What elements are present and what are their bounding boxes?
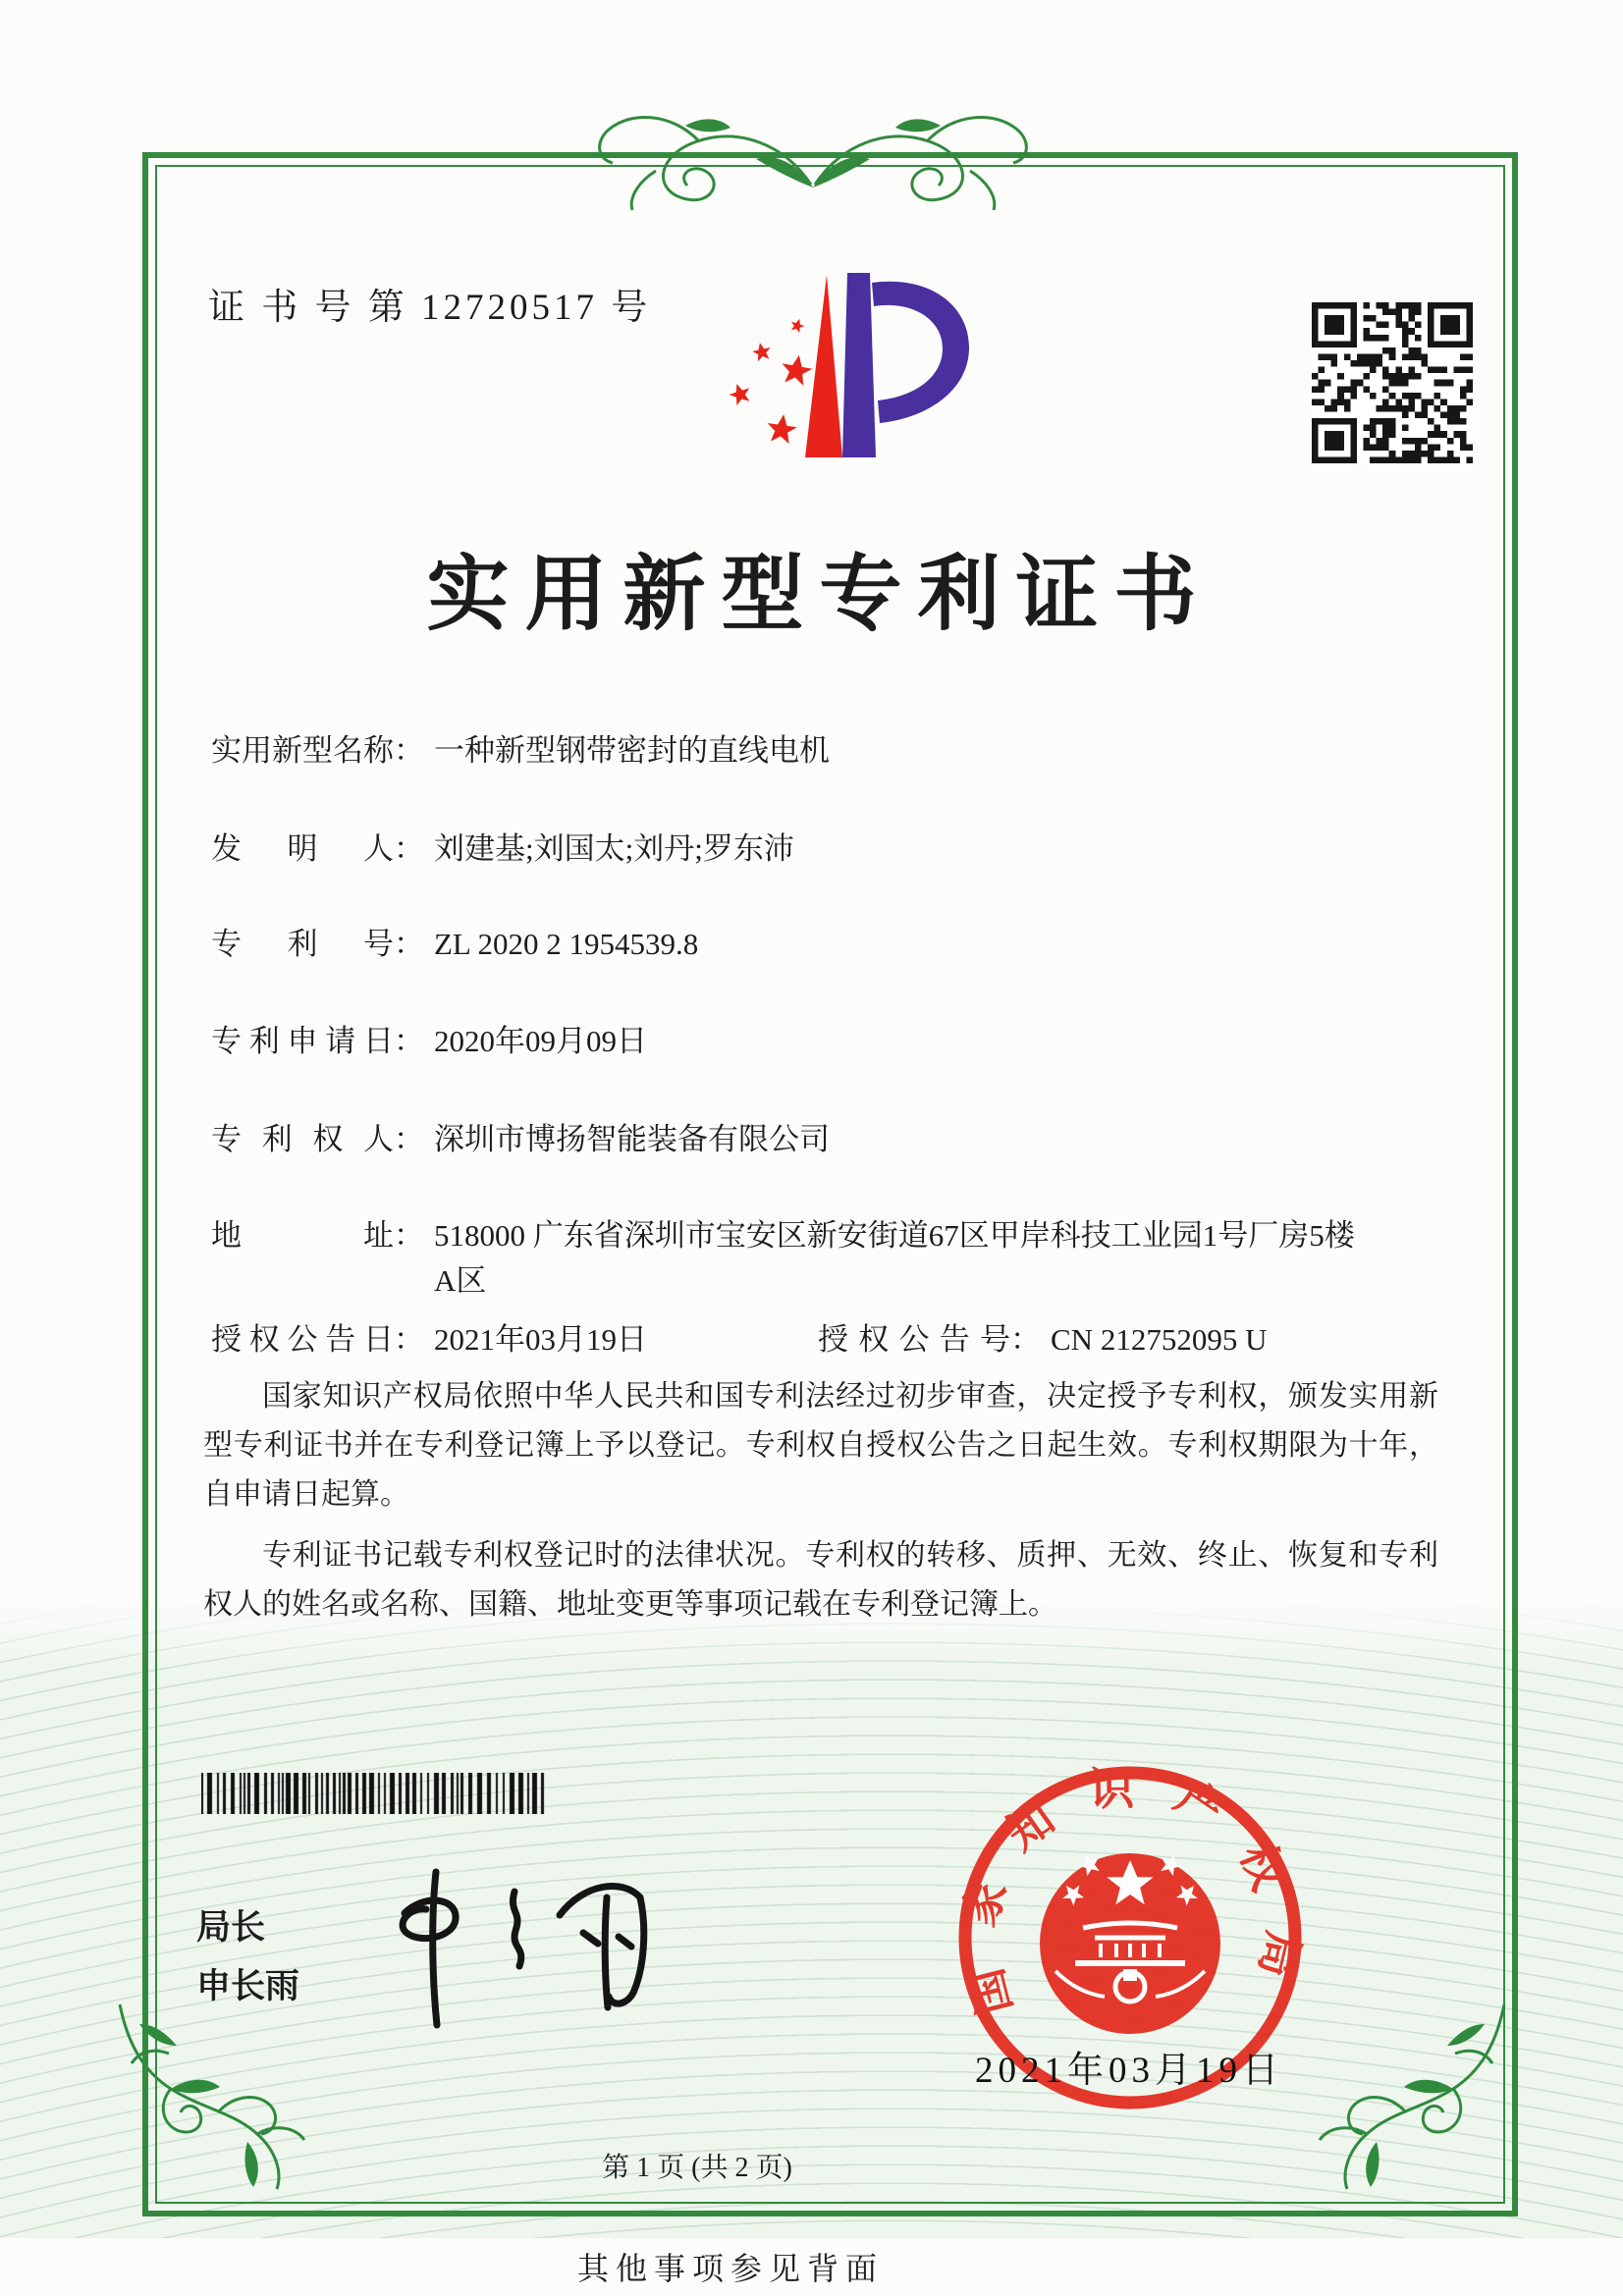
pagination: 第 1 页 (共 2 页) (602, 2153, 792, 2183)
field-label: 专利申请日 (211, 1024, 394, 1058)
field-value: ZL 2020 2 1954539.8 (434, 927, 699, 961)
logo-red-spike (805, 275, 842, 457)
legal-text (203, 1372, 1438, 1641)
field-value: 一种新型钢带密封的直线电机 (434, 733, 830, 768)
legal-paragraph-2: 专利证书记载专利权登记时的法律状况。专利权的转移、质押、无效、终止、恢复和专利权人的姓名或名称、国籍、地址变更等事项记载在专利登记簿上。 (203, 1539, 1438, 1621)
label-colon: ： (394, 1024, 424, 1058)
field-row-inventors (211, 827, 1434, 872)
seal-text: 国家知识产权局 (951, 1763, 1310, 2020)
label-colon: ： (394, 927, 424, 961)
field-row-patentee (211, 1117, 1434, 1162)
field-label: 实用新型名称 (211, 733, 394, 768)
field-value: 2021年03月19日 (434, 1322, 647, 1357)
field-label: 发明人 (211, 831, 394, 866)
signer-block (196, 1898, 299, 2016)
national-emblem-icon (1040, 1850, 1220, 2034)
field-value: CN 212752095 U (1051, 1322, 1268, 1357)
field-label: 专利权人 (211, 1122, 394, 1156)
field-label: 授权公告日 (211, 1322, 394, 1357)
signer-name: 申长雨 (196, 1967, 300, 2005)
field-row-filing-date (211, 1019, 1434, 1064)
cnipa-logo-icon (677, 224, 972, 469)
field-value: 518000 广东省深圳市宝安区新安街道67区甲岸科技工业园1号厂房5楼A区 (434, 1218, 1355, 1298)
label-colon: ： (1010, 1322, 1041, 1357)
legal-paragraph-1: 国家知识产权局依照中华人民共和国专利法经过初步审查，决定授予专利权，颁发实用新型专利证书并在专利登记簿上予以登记。专利权自授权公告之日起生效。专利权期限为十年，自申请日起算。 (203, 1380, 1438, 1511)
barcode (201, 1773, 547, 1819)
field-grant-number (818, 1317, 1267, 1362)
back-note: 其他事项参见背面 (577, 2251, 885, 2286)
label-colon: ： (394, 1218, 424, 1253)
field-row-patent-number (211, 922, 1434, 967)
field-value: 刘建基;刘国太;刘丹;罗东沛 (434, 831, 794, 866)
field-label: 地址 (211, 1218, 394, 1253)
field-row-grant (211, 1317, 1434, 1362)
field-value: 2020年09月09日 (434, 1024, 647, 1058)
page-title: 实用新型专利证书 (426, 550, 1213, 641)
field-label: 授权公告号 (818, 1322, 1010, 1357)
logo-purple-bar (842, 273, 876, 457)
logo-p-bowl (872, 282, 969, 423)
label-colon: ： (394, 1122, 424, 1156)
signer-title: 局长 (196, 1908, 266, 1947)
label-colon: ： (394, 1322, 424, 1357)
seal-date: 2021年03月19日 (975, 2051, 1283, 2091)
field-row-name (211, 728, 1434, 774)
field-row-address (211, 1213, 1434, 1304)
five-stars-icon (727, 317, 814, 445)
qr-code (1312, 302, 1473, 463)
label-colon: ： (394, 831, 424, 866)
certificate-number: 证 书 号 第 12720517 号 (208, 288, 652, 328)
label-colon: ： (394, 733, 424, 768)
signature-icon (365, 1858, 660, 2040)
field-value: 深圳市博扬智能装备有限公司 (434, 1122, 830, 1156)
field-label: 专利号 (211, 927, 394, 961)
